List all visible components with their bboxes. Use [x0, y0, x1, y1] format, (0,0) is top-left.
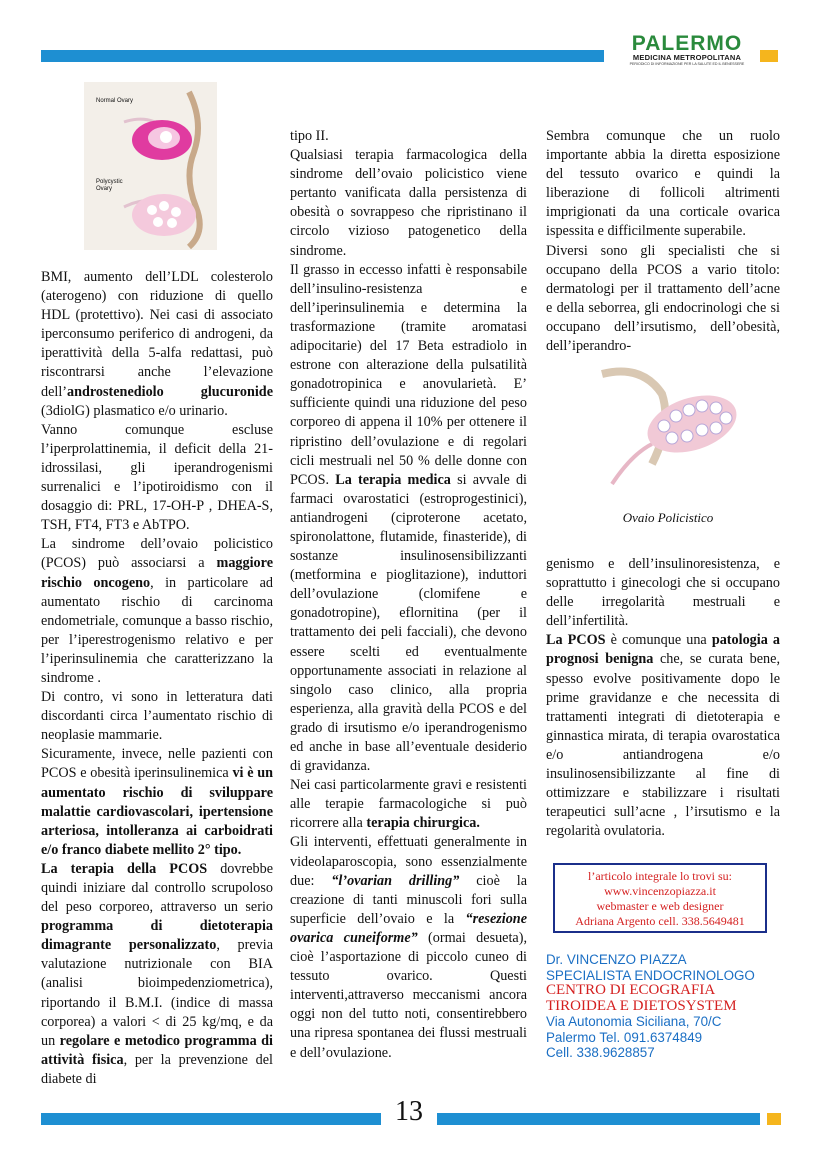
paragraph: La PCOS è comunque una patologia a prognosi benigna che, se curata bene, spesso evolve positivamente dopo le prime gravidanze e che necessita di trattamenti integrati di dietoterapia e ginnastica mirata, di terapia ovarostatica e/o antiandrogena e/o insulinosensibilizzante al fine di ottimizzare e stabilizzare i risultati terapeutici sull’acne , l’irsutismo e la regolarità ovulatoria. [546, 632, 780, 840]
infobox-line: Adriana Argento cell. 338.5649481 [575, 914, 745, 928]
footer-bar-left [41, 1113, 381, 1125]
website-info-box [553, 863, 767, 933]
paragraph: Vanno comunque escluse l’iperprolattinemia, il deficit della 21-idrossilasi, gli iperandrogenismi surrenalici e l’ipotiroidismo con il dosaggio di: PRL, 17-OH-P , DHEA-S, TSH, FT4, FT3 e AbTPO. [41, 421, 273, 534]
author-contact [546, 952, 786, 1061]
paragraph: Qualsiasi terapia farmacologica della sindrome dell’ovaio policistico viene pertanto vanificata dalla persistenza di obesità o sovrappeso che ripristinano il circolo vizioso patogenetico della sindrome. [290, 147, 527, 259]
author-title: SPECIALISTA ENDOCRINOLOGO [546, 967, 755, 983]
logo-tagline: PERIODICO DI INFORMAZIONE PER LA SALUTE ED IL BENESSERE [629, 62, 745, 66]
paragraph: Nei casi particolarmente gravi e resistenti alle terapie farmacologiche si può ricorrere alla terapia chirurgica. [290, 777, 527, 832]
logo-subtitle: MEDICINA METROPOLITANA [632, 53, 742, 62]
phone: Palermo Tel. 091.6374849 [546, 1029, 703, 1045]
header-bar [41, 50, 604, 62]
article-column-3-top [546, 127, 780, 356]
ovary-comparison-figure [84, 82, 217, 250]
page-number: 13 [395, 1096, 423, 1127]
label-normal-ovary: Normal Ovary [96, 98, 134, 104]
magazine-logo [617, 34, 757, 67]
website-link[interactable]: www.vincenzopiazza.it [604, 884, 716, 898]
paragraph: Sembra comunque che un ruolo importante abbia la diretta esposizione del tessuto ovarico e quindi la liberazione di follicoli altrimenti imprigionati da una corticale ovarica ispessita e difficilmente superabile. [546, 128, 780, 240]
footer-bar-right [437, 1113, 760, 1125]
paragraph: Gli interventi, effettuati generalmente in videolaparoscopia, sono essenzialmente due: “l’ovarian drilling” cioè la creazione di tanti minuscoli fori sulla superficie dell’ovaio e la “resezione ovarica cuneiforme” (ormai desueta), cioè l’asportazione di piccolo cuneo di tessuto ovarico. Questi interventi,attraverso meccanismi ancora oggi non del tutto noti, consentirebbero una ripresa spontanea dei flussi mestruali e dell’ovulazione. [290, 834, 527, 1061]
article-column-3-bottom [546, 555, 780, 841]
paragraph: Sicuramente, invece, nelle pazienti con PCOS e obesità iperinsulinemica vi è un aumentato rischio di sviluppare malattie cardiovascolari, ipertensione arteriosa, intolleranza ai carboidrati e/o franco diabete mellito 2° tipo. [41, 746, 273, 858]
paragraph: La sindrome dell’ovaio policistico (PCOS) può associarsi a maggiore rischio oncogeno, in particolare ad aumentato rischio di carcinoma endometriale, comunque a basso rischio, per l’iperestrogenismo relativo e per l’iperinsulinemia che caratterizzano la sindrome . [41, 536, 274, 686]
paragraph: La terapia della PCOS dovrebbe quindi iniziare dal controllo scrupoloso del peso corporeo, attraverso un serio programma di dietoterapia dimagrante personalizzato, previa valutazione nutrizionale con BIA (analisi bioimpedenziometrica), riportando il B.M.I. (indice di massa corporea) a valori < di 25 kg/mq, e da un regolare e metodico programma di attività fisica, per la prevenzione del diabete di [41, 860, 273, 1087]
header-accent-square [760, 50, 778, 62]
logo-title: PALERMO [631, 32, 743, 55]
footer-accent-square [767, 1113, 781, 1125]
center-name-1: CENTRO DI ECOGRAFIA [546, 982, 716, 998]
center-name-2: TIROIDEA E DIETOSYSTEM [546, 997, 737, 1014]
cell-phone: Cell. 338.9628857 [546, 1045, 655, 1060]
article-column-1 [41, 268, 273, 1089]
infobox-line: l’articolo integrale lo trovi su: [588, 869, 732, 883]
author-name: Dr. VINCENZO PIAZZA [546, 952, 687, 967]
address: Via Autonomia Siciliana, 70/C [546, 1014, 722, 1029]
paragraph: Diversi sono gli specialisti che si occupano della PCOS a vario titolo: dermatologi per il trattamento dell’acne e della seborrea, gli endocrinologi che si occupano dell’irsutismo, dell’obesità, dell’iperandro- [546, 242, 780, 355]
polycystic-ovary-figure [592, 354, 744, 530]
label-polycystic-ovary: Polycystic Ovary [96, 179, 123, 192]
paragraph: genismo e dell’insulinoresistenza, e soprattutto i ginecologi che si occupano delle irregolarità mestruali e dell’infertilità. [546, 556, 780, 630]
paragraph: Di contro, vi sono in letteratura dati discordanti circa l’aumentato rischio di neoplasie mammarie. [41, 689, 273, 744]
paragraph: Il grasso in eccesso infatti è responsabile dell’insulino-resistenza e dell’iperinsulinemia e determina la trasformazione (tramite aromatasi adipocitarie) del 17 Beta estradiolo in estrone con alterazione della pulsatilità gonadotropinica e anovularietà. E’ sufficiente quindi una riduzione del peso corporeo di appena il 10% per ottenere il ripristino dell’ovulazione e di regolari cicli mestruali nel 50 % delle donne con PCOS. La terapia medica si avvale di farmaci ovarostatici (estroprogestinici), antiandrogeni (ciproterone acetato, spironolattone, flutamide, finasteride), di sostanze insulinosensibilizzanti (metformina e pioglitazione), induttori dell’ovulazione (clomifene e gonadotropine), eflornitina (per il trattamento dei peli facciali), che devono essere scelti ed eventualmente opportunamente associati in relazione al singolo caso clinico, alla propria esperienza, alla gravità della PCOS e del grado di irsutismo e/o iperandrogenismo ed anche in base all’eventuale desiderio di gravidanza. [290, 261, 527, 775]
infobox-line: webmaster e web designer [596, 899, 724, 913]
paragraph: BMI, aumento dell’LDL colesterolo (aterogeno) con riduzione di quello HDL (protettivo). Nei casi di associato iperconsumo periferico di androgeni, da iperattività della 5-alfa redattasi, può riscontrarsi anche l’elevazione dell’androstenediolo glucuronide (3diolG) plasmatico e/o urinario. [41, 269, 273, 419]
paragraph: tipo II. [290, 128, 329, 144]
article-column-2 [290, 127, 527, 1063]
figure-caption: Ovaio Policistico [622, 510, 714, 525]
